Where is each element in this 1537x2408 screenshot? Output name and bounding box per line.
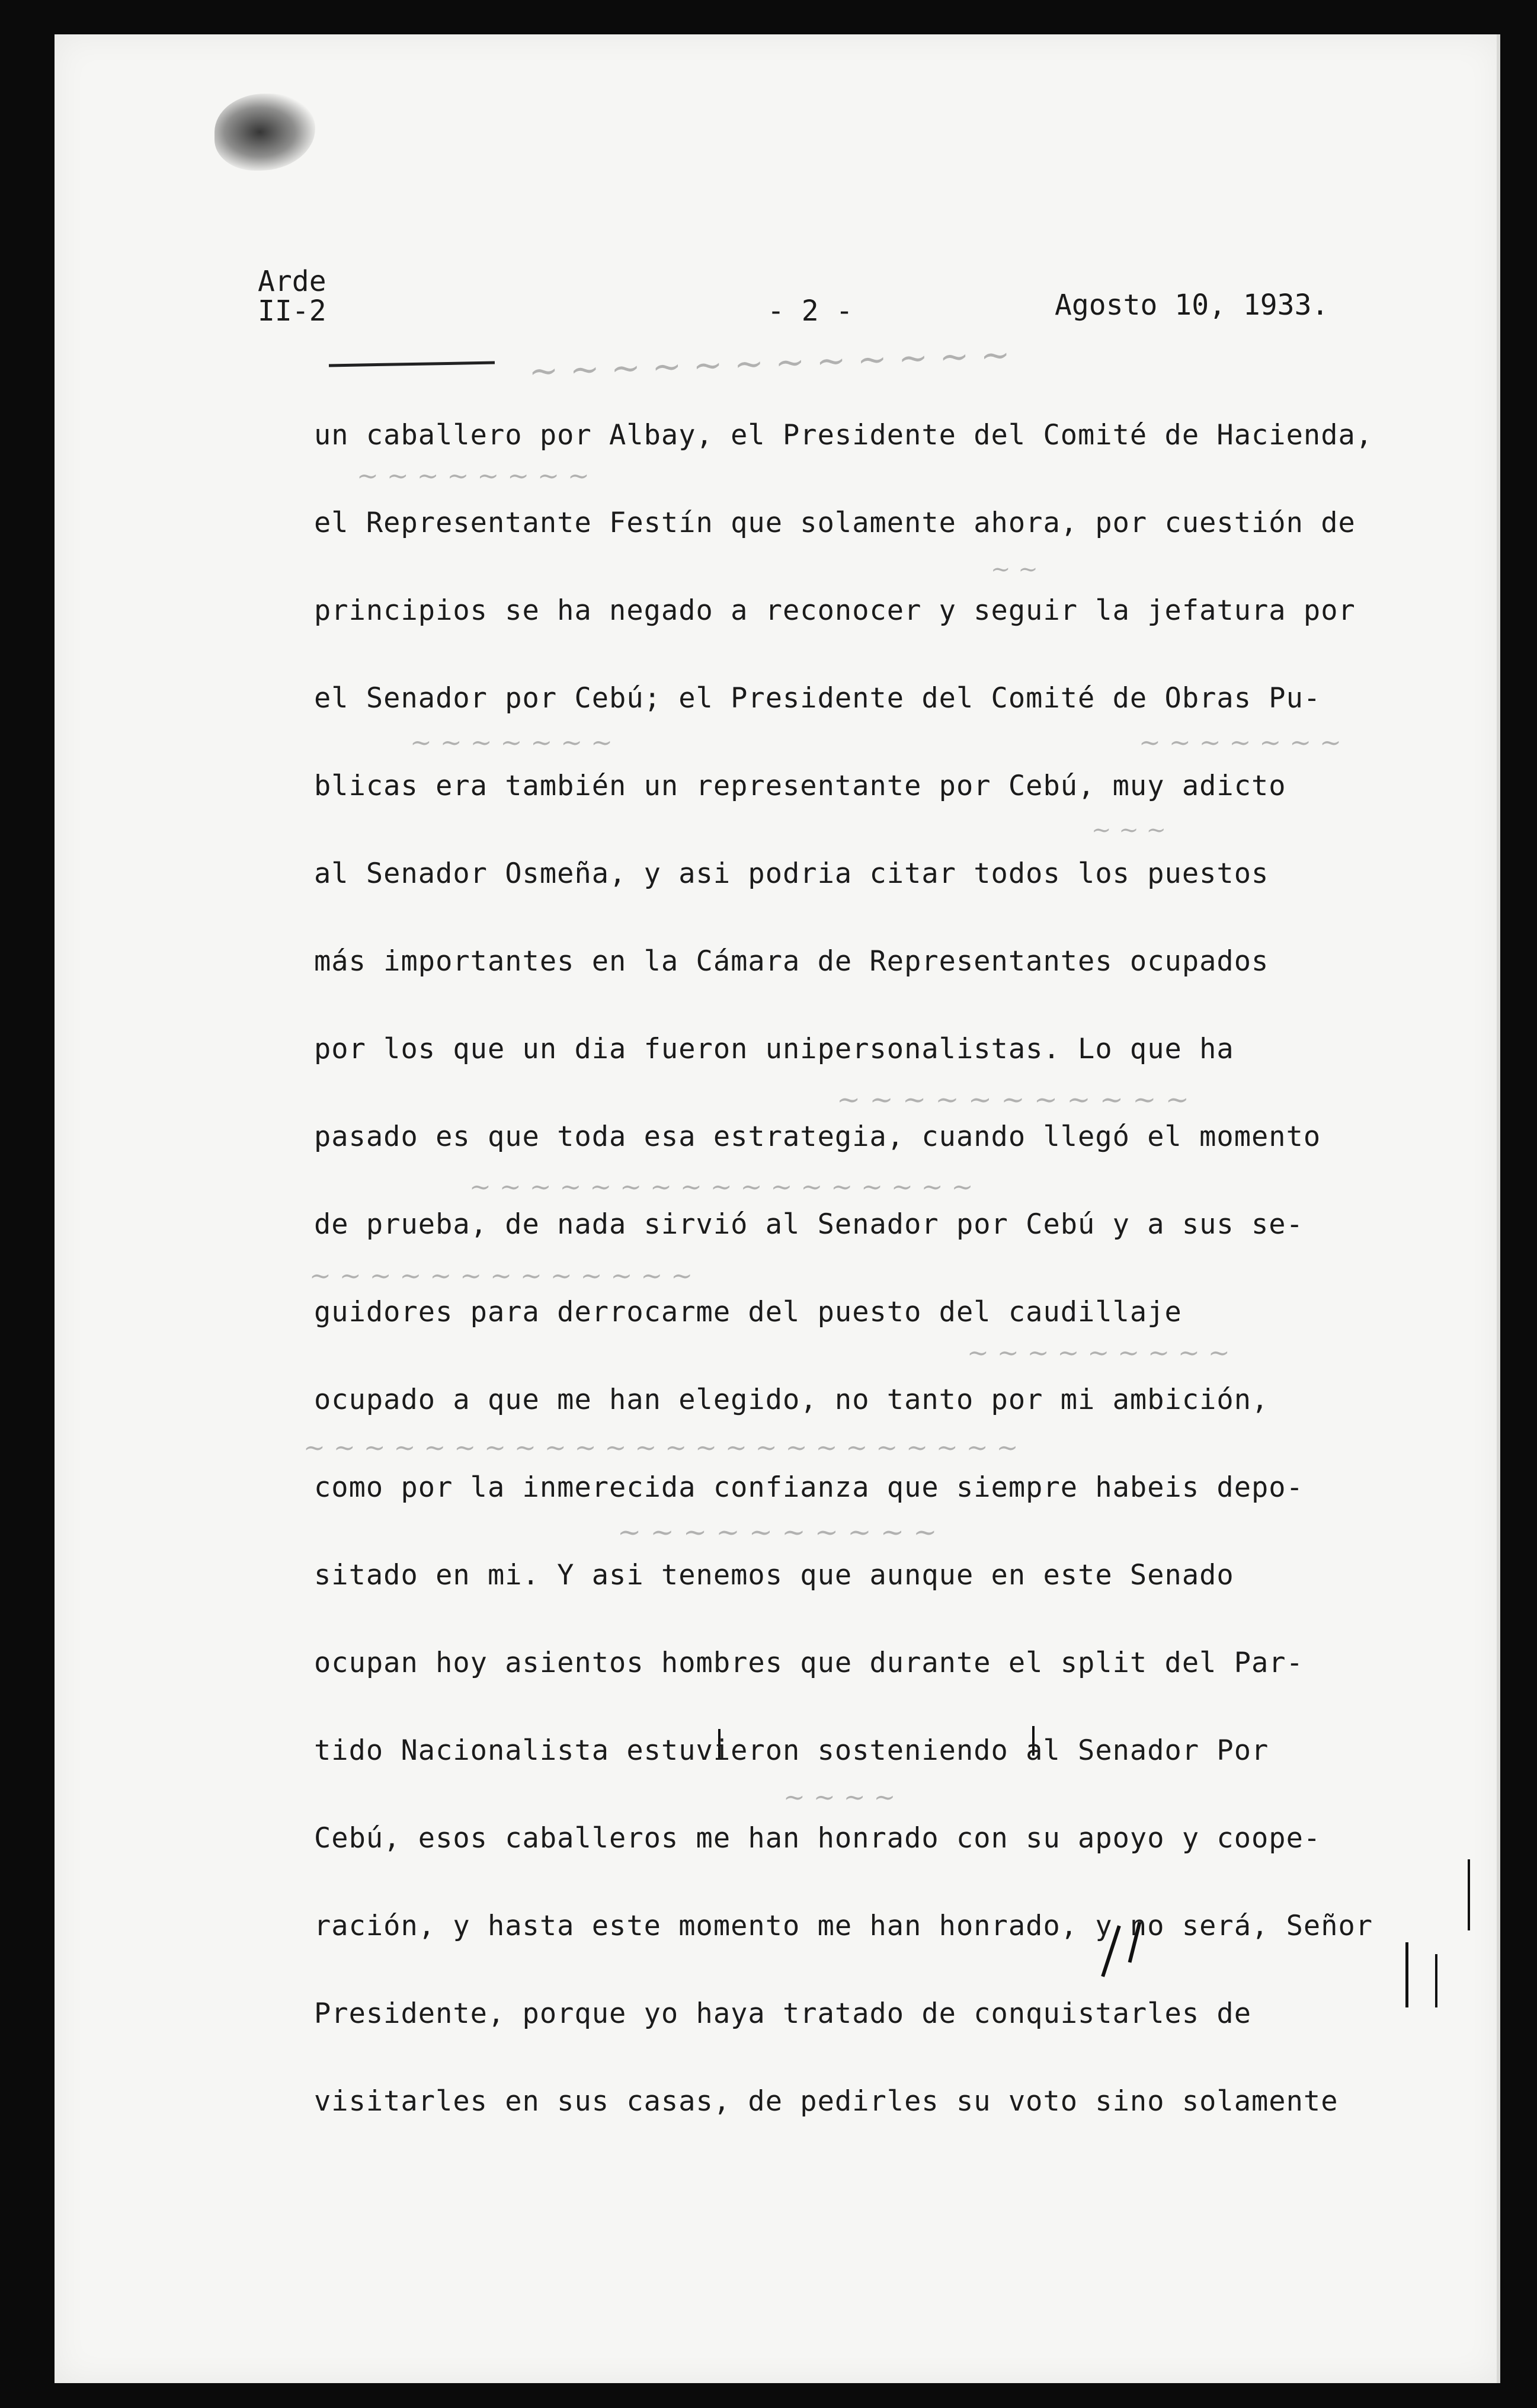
pencil-annotation: ~ ~ ~ ~ ~ ~ ~ [1139, 728, 1341, 758]
body-text [314, 415, 1440, 2169]
text-line: como por la inmerecida confianza que siempre habeis depo- [314, 1471, 1304, 1504]
text-line: blicas era también un representante por Cebú, muy adicto [314, 770, 1286, 802]
ink-smudge [214, 94, 315, 171]
pencil-annotation: ~ ~ ~ ~ ~ ~ ~ ~ ~ [967, 1338, 1230, 1368]
text-line: pasado es que toda esa estrategia, cuando llegó el momento [314, 1120, 1321, 1153]
text-line: sitado en mi. Y asi tenemos que aunque en este Senado [314, 1559, 1234, 1592]
text-line: ocupan hoy asientos hombres que durante el split del Par- [314, 1647, 1304, 1679]
header-reference [258, 267, 326, 326]
text-line: un caballero por Albay, el Presidente del Comité de Hacienda, [314, 419, 1373, 451]
text-line: Presidente, porque yo haya tratado de conquistarles de [314, 1997, 1252, 2030]
text-line: guidores para derrocarme del puesto del caudillaje [314, 1296, 1182, 1328]
pen-mark [1468, 1859, 1470, 1930]
text-line: Cebú, esos caballeros me han honrado con su apoyo y coope- [314, 1822, 1321, 1855]
text-line: visitarles en sus casas, de pedirles su voto sino solamente [314, 2085, 1339, 2118]
pencil-annotation: ~ ~ ~ ~ ~ ~ ~ ~ ~ ~ ~ ~ ~ ~ ~ ~ ~ [469, 1172, 974, 1202]
header-line-2: II-2 [258, 294, 326, 328]
header-line-1: Arde [258, 265, 326, 298]
pencil-annotation: ~ ~ ~ ~ ~ ~ ~ ~ ~ ~ ~ ~ ~ ~ ~ ~ ~ ~ ~ ~ ~ ~ ~ ~ [303, 1433, 1019, 1463]
pencil-annotation: ~ ~ ~ ~ ~ ~ ~ ~ ~ ~ ~ [837, 1083, 1189, 1116]
text-line: ración, y hasta este momento me han honrado, y no será, Señor [314, 1910, 1373, 1942]
pencil-annotation: ~ ~ ~ [1091, 816, 1166, 844]
header-date: Agosto 10, 1933. [1055, 289, 1329, 322]
text-line: principios se ha negado a reconocer y seguir la jefatura por [314, 594, 1356, 627]
pencil-annotation: ~ ~ ~ ~ ~ ~ ~ ~ ~ ~ ~ ~ [528, 334, 1011, 393]
pencil-annotation: ~ ~ ~ ~ ~ ~ ~ ~ ~ ~ ~ ~ ~ [309, 1261, 693, 1291]
text-line: el Representante Festín que solamente ahora, por cuestión de [314, 507, 1356, 539]
text-line: ocupado a que me han elegido, no tanto por mi ambición, [314, 1384, 1269, 1416]
pencil-annotation: ~ ~ ~ ~ ~ ~ ~ [410, 728, 613, 758]
pencil-annotation: ~ ~ [991, 556, 1038, 583]
pencil-annotation: ~ ~ ~ ~ [783, 1782, 896, 1813]
text-line: de prueba, de nada sirvió al Senador por Cebú y a sus se- [314, 1208, 1304, 1241]
text-line: tido Nacionalista estuvieron sosteniendo al Senador Por [314, 1734, 1269, 1767]
pencil-annotation: ~ ~ ~ ~ ~ ~ ~ ~ ~ ~ [617, 1516, 937, 1549]
text-line: al Senador Osmeña, y asi podria citar todos los puestos [314, 857, 1269, 890]
text-line: más importantes en la Cámara de Representantes ocupados [314, 945, 1269, 978]
pencil-annotation: ~ ~ ~ ~ ~ ~ ~ ~ [357, 461, 590, 491]
page-number: - 2 - [767, 294, 853, 328]
text-line: el Senador por Cebú; el Presidente del Comité de Obras Pu- [314, 682, 1321, 715]
text-line: por los que un dia fueron unipersonalistas. Lo que ha [314, 1033, 1234, 1065]
page-header [258, 267, 1384, 344]
